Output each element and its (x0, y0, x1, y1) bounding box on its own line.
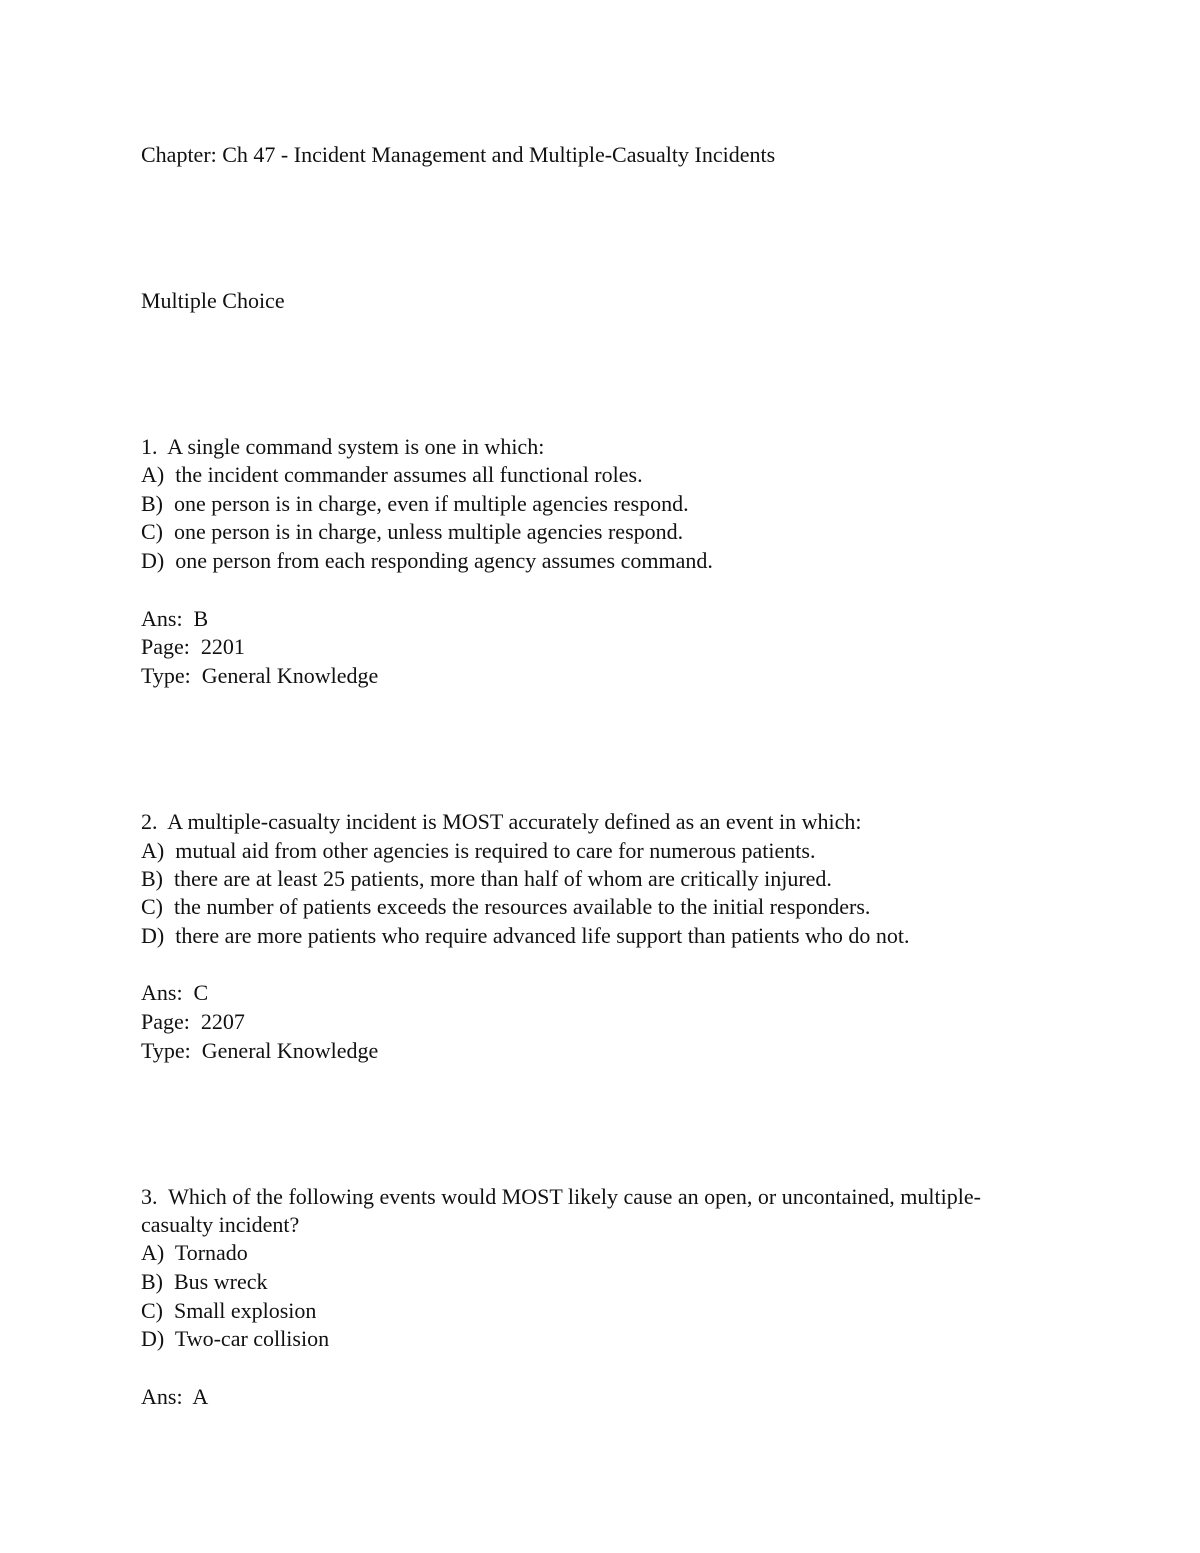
option-b: B) one person is in charge, even if multiple agencies respond. (141, 491, 689, 516)
option-d: D) Two-car collision (141, 1326, 330, 1351)
answer: Ans: B (141, 606, 209, 631)
option-d: D) one person from each responding agency assumes command. (141, 548, 713, 573)
option-c: C) Small explosion (141, 1298, 317, 1323)
option-a: A) Tornado (141, 1240, 248, 1265)
question-type: Type: General Knowledge (141, 1038, 379, 1063)
question-type: Type: General Knowledge (141, 663, 379, 688)
option-b: B) there are at least 25 patients, more than half of whom are critically injured. (141, 866, 832, 891)
option-c: C) one person is in charge, unless multiple agencies respond. (141, 519, 684, 544)
option-c: C) the number of patients exceeds the resources available to the initial responders. (141, 894, 871, 919)
question-stem: 1. A single command system is one in which: (141, 434, 545, 459)
option-b: B) Bus wreck (141, 1269, 268, 1294)
option-d: D) there are more patients who require advanced life support than patients who do not. (141, 923, 910, 948)
page-ref: Page: 2201 (141, 634, 245, 659)
question-stem-continued: casualty incident? (141, 1212, 300, 1237)
answer: Ans: A (141, 1384, 209, 1409)
question-stem: 3. Which of the following events would MOST likely cause an open, or uncontained, multiple- (141, 1184, 981, 1209)
page-ref: Page: 2207 (141, 1009, 245, 1034)
section-heading: Multiple Choice (141, 288, 285, 313)
option-a: A) mutual aid from other agencies is required to care for numerous patients. (141, 838, 816, 863)
chapter-title: Chapter: Ch 47 - Incident Management and Multiple-Casualty Incidents (141, 142, 776, 167)
option-a: A) the incident commander assumes all functional roles. (141, 462, 643, 487)
answer: Ans: C (141, 980, 209, 1005)
question-stem: 2. A multiple-casualty incident is MOST accurately defined as an event in which: (141, 809, 862, 834)
